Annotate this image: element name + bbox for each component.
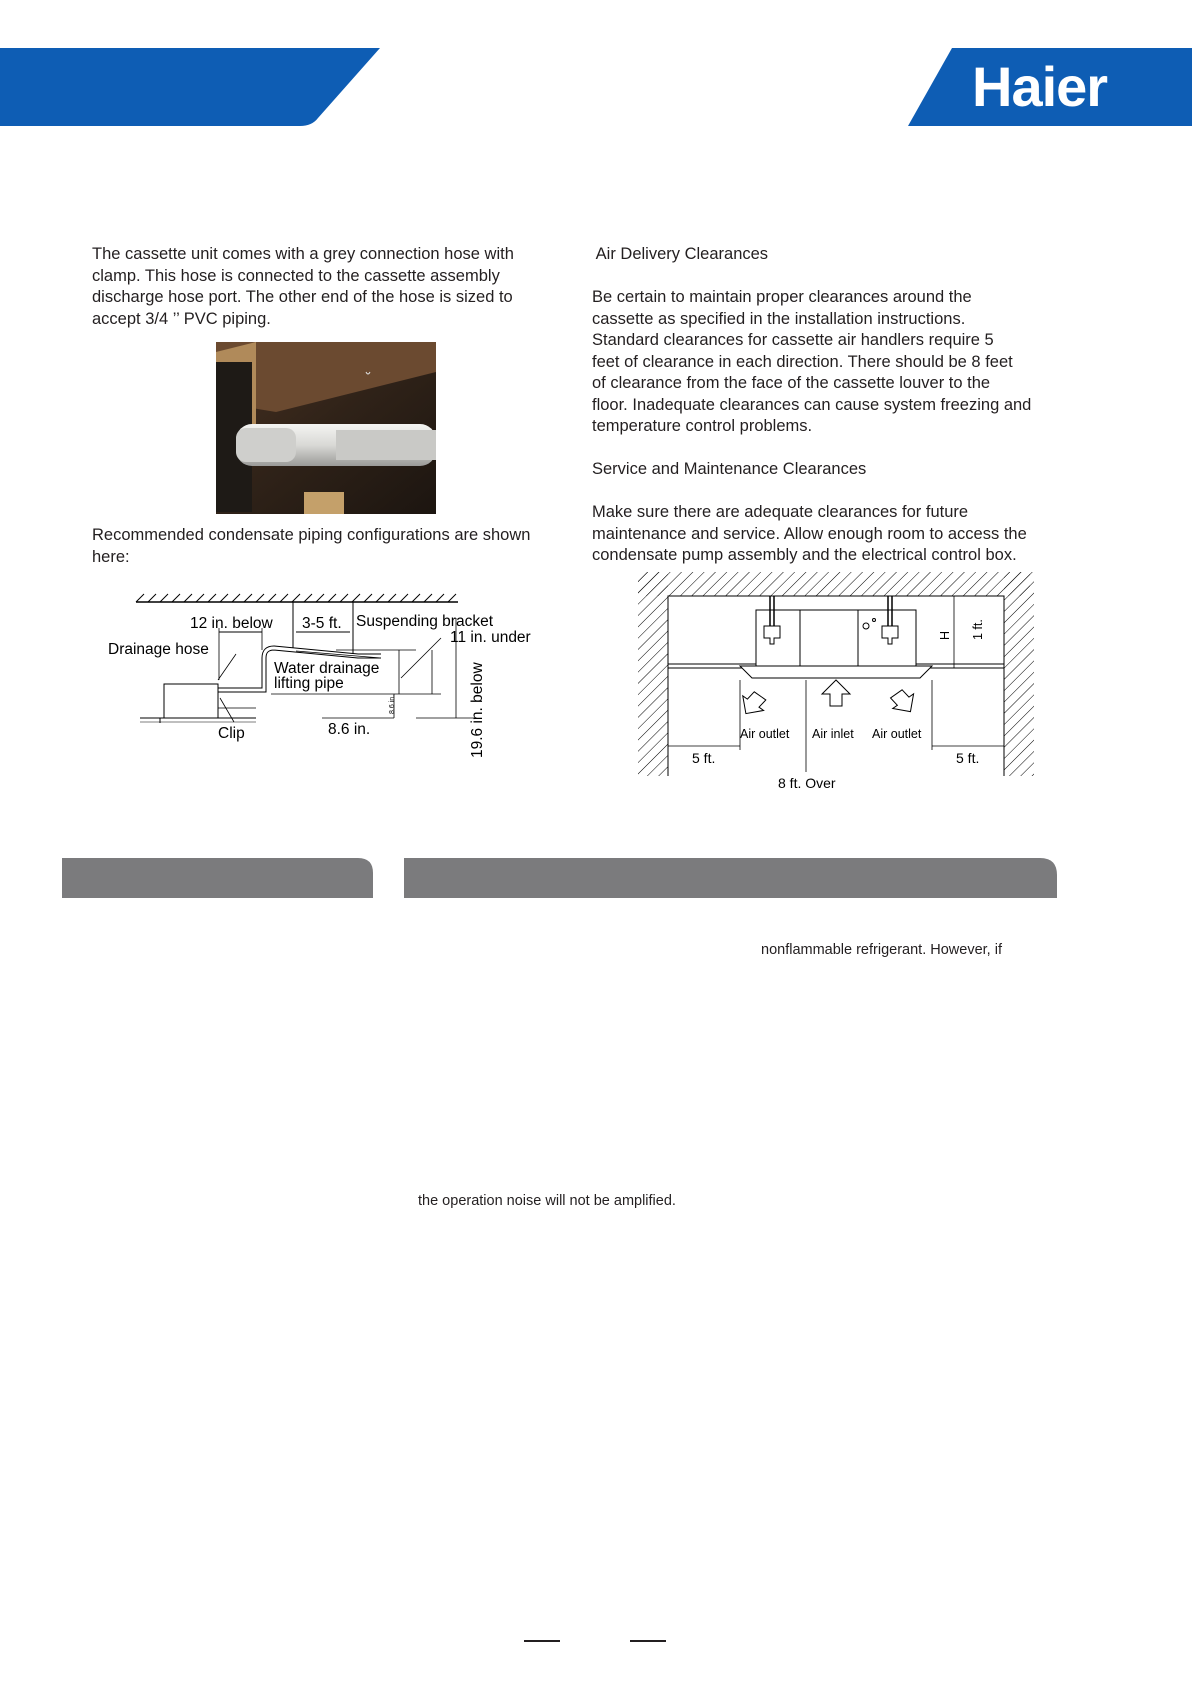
recommend-line: here: (92, 547, 130, 566)
label-drainage-hose: Drainage hose (108, 641, 209, 658)
air-line: cassette as specified in the installation instructions. (592, 309, 966, 328)
intro-line: clamp. This hose is connected to the cassette assembly (92, 266, 500, 285)
service-line: maintenance and service. Allow enough room to access the (592, 524, 1027, 543)
intro-line: discharge hose port. The other end of the hose is sized to (92, 288, 513, 306)
section-bar-left (62, 858, 373, 898)
brand-logo: Haier (972, 55, 1108, 118)
clearance-diagram (636, 572, 1034, 792)
footer-rule-right (630, 1640, 666, 1642)
label-5ft-left: 5 ft. (692, 750, 716, 766)
label-11in-under: 11 in. under (450, 629, 531, 646)
hose-photo (216, 342, 436, 514)
service-heading: Service and Maintenance Clearances (592, 460, 867, 478)
footer-rule-left (524, 1640, 560, 1642)
recommend-line: Recommended condensate piping configurations are shown (92, 526, 531, 544)
section-bars (0, 858, 1192, 900)
refrigerant-fragment: nonflammable refrigerant. However, if (761, 942, 1002, 958)
intro-line: accept 3/4 ’’ PVC piping. (92, 309, 271, 328)
label-small-8-6in: 8.6 in. (389, 694, 396, 714)
air-delivery-heading: Air Delivery Clearances (592, 245, 769, 263)
label-water-drainage: Water drainage (274, 660, 380, 677)
noise-fragment: the operation noise will not be amplified. (418, 1193, 676, 1209)
label-air-outlet-left: Air outlet (740, 727, 790, 741)
label-19-6in-below: 19.6 in. below (469, 662, 486, 758)
air-line: of clearance from the face of the cassette louver to the (592, 374, 991, 392)
right-column-text (592, 244, 1092, 567)
recommend-paragraph (92, 525, 572, 568)
label-8-6in: 8.6 in. (328, 721, 371, 738)
header-left-bar (0, 48, 380, 126)
air-line: Standard clearances for cassette air handlers require 5 (592, 331, 994, 349)
intro-paragraph (92, 244, 562, 330)
piping-diagram (96, 590, 566, 770)
label-12in-below: 12 in. below (190, 615, 273, 632)
label-8ft-over: 8 ft. Over (778, 775, 836, 791)
label-air-inlet: Air inlet (812, 727, 854, 741)
label-1ft: 1 ft. (971, 619, 985, 640)
label-clip: Clip (218, 725, 245, 742)
label-lifting-pipe: lifting pipe (274, 675, 344, 692)
air-line: temperature control problems. (592, 417, 813, 435)
air-line: floor. Inadequate clearances can cause system freezing and (592, 395, 1032, 414)
service-line: condensate pump assembly and the electrical control box. (592, 546, 1017, 564)
label-5ft-right: 5 ft. (956, 750, 980, 766)
label-air-outlet-right: Air outlet (872, 727, 922, 741)
label-h: H (938, 630, 952, 640)
service-line: Make sure there are adequate clearances for future (592, 503, 969, 521)
label-suspending-bracket: Suspending bracket (356, 613, 494, 630)
air-line: feet of clearance in each direction. There should be 8 feet (592, 352, 1013, 371)
label-3-5ft: 3-5 ft. (302, 615, 342, 632)
intro-line: The cassette unit comes with a grey connection hose with (92, 245, 514, 263)
section-bar-right (404, 858, 1057, 898)
air-line: Be certain to maintain proper clearances around the (592, 288, 972, 306)
